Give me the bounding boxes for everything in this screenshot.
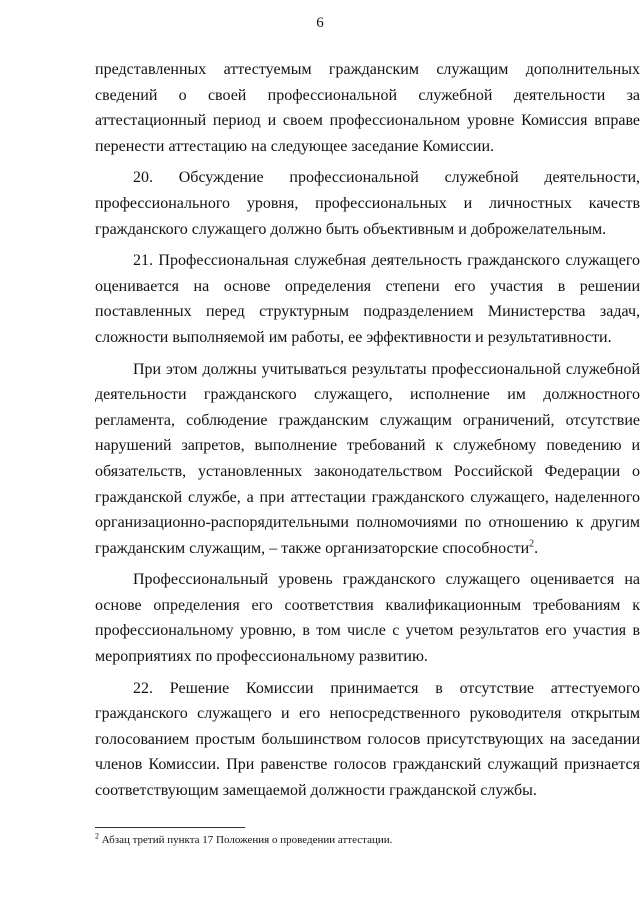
paragraph-professional-level: Профессиональный уровень гражданского служащего оценивается на основе определения его соответствия квалификационным требованиям к профессиональному уровню, в том числе с учетом результатов его участия в мероприятиях по профессиональному развитию. [95,571,640,666]
paragraph-item-20: 20. Обсуждение профессиональной служебной деятельности, профессионального уровня, профессиональных и личностных качеств гражданского служащего должно быть объективным и доброжелательным. [95,169,640,238]
footnote-text: Абзац третий пункта 17 Положения о проведении аттестации. [99,834,393,846]
footnote [95,833,635,847]
paragraph-evaluation-text: При этом должны учитываться результаты профессиональной служебной деятельности гражданского служащего, исполнение им должностного регламента, соблюдение гражданским служащим ограничений, отсутствие нарушений запретов, выполнение требований к служебному поведению и обязательств, установленных законодательством Российской Федерации о гражданской службе, а при аттестации гражданского служащего, наделенного организационно-распорядительными полномочиями по отношению к другим гражданским служащим, – также организаторские способности [95,360,640,557]
footnote-reference[interactable]: 2 [529,538,535,550]
page-number: 6 [316,15,324,31]
paragraph-item-22: 22. Решение Комиссии принимается в отсутствие аттестуемого гражданского служащего и его непосредственного руководителя открытым голосованием простым большинством голосов присутствующих на заседании членов Комиссии. При равенстве голосов гражданский служащий признается соответствующим замещаемой должности гражданской службы. [95,679,640,800]
paragraph-evaluation-factors [95,357,640,562]
paragraph-continuation: представленных аттестуемым гражданским служащим дополнительных сведений о своей профессиональной служебной деятельности за аттестационный период и своем профессиональном уровне Комиссия вправе перенести аттестацию на следующее заседание Комиссии. [95,61,640,155]
paragraph-end-punctuation: . [534,539,539,557]
paragraph-item-21: 21. Профессиональная служебная деятельность гражданского служащего оценивается на основе определения степени его участия в решении поставленных перед структурным подразделением Министерства задач, сложности выполняемой им работы, ее эффективности и результативности. [95,252,640,346]
footnote-mark: 2 [95,831,99,841]
document-body [95,57,640,804]
footnote-divider [95,827,245,828]
